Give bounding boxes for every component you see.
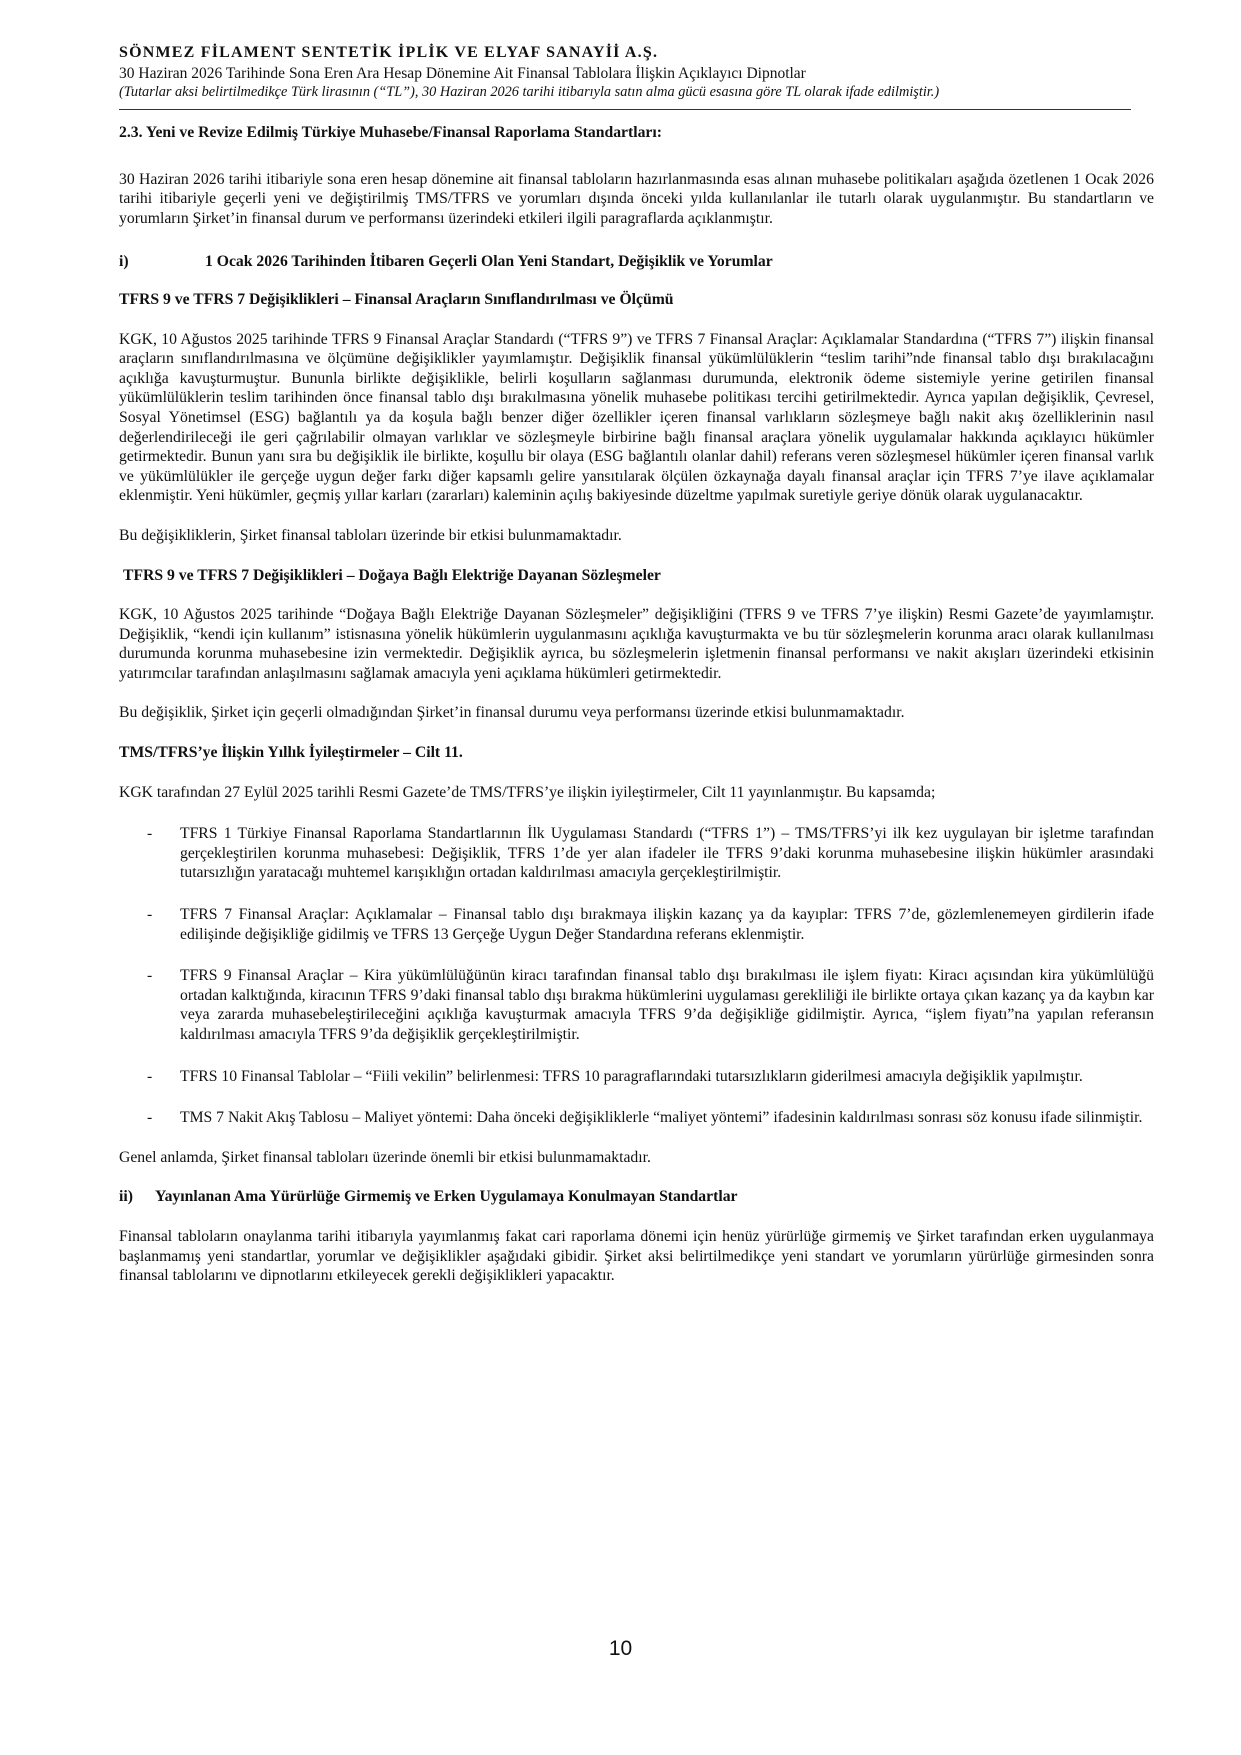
part-ii-body: Finansal tabloların onaylanma tarihi itibarıyla yayımlanmış fakat cari raporlama dönemi için henüz yürürlüğe girmemiş ve Şirket tarafından erken uygulanmaya başlanmamış yeni standartlar, yorumlar ve değişiklikler aşağıdaki gibidir. Şirket aksi belirtilmedikçe yeni standart ve yorumların yürürlüğe girmesinden sonra finansal tablolarını ve dipnotlarını etkileyecek gerekli değişiklikleri yapacaktır. [119,1227,1154,1285]
list-item [119,1108,1154,1128]
part-i-heading [119,252,1154,272]
currency-note: (Tutarlar aksi belirtilmedikçe Türk lirasının (“TL”), 30 Haziran 2026 tarihi itibarıyla satın alma gücü esasına göre TL olarak ifade edilmiştir.) [119,84,940,100]
tfrs9-classification-body: KGK, 10 Ağustos 2025 tarihinde TFRS 9 Finansal Araçlar Standardı (“TFRS 9”) ve TFRS 7 Finansal Araçlar: Açıklamalar Standardına (“TFRS 7”) ilişkin finansal araçların sınıflandırılmasına ve ölçümüne değişiklikler yayımlamıştır. Değişiklik finansal yükümlülüklerin “teslim tarihi”nde finansal tablo dışı bırakılacağını açıklığa kavuşturmuştur. Bununla birlikte değişiklikle, belirli koşulların sağlanması durumunda, elektronik ödeme sistemiyle yerine getirilen finansal yükümlülüklerin teslim tarihinden önce finansal tablo dışı bırakılmasına yönelik muhasebe politikası tercihi getirilmektedir. Ayrıca yapılan değişiklik, Çevresel, Sosyal Yönetimsel (ESG) bağlantılı ya da koşula bağlı benzer diğer özellikler içeren finansal varlıkların sözleşmeye bağlı nakit akış özelliklerinin nasıl değerlendirileceği ile geri çağrılabilir olmayan varlıklar ve sözleşmeyle birbirine bağlı finansal araçlara yönelik uygulamalar hakkında açıklayıcı hükümler getirmektedir. Bunun yanı sıra bu değişiklik ile birlikte, koşullu bir olaya (ESG bağlantılı olanlar dahil) referans veren sözleşmesel hükümler içeren finansal varlık ve yükümlülükler ile gerçeğe uygun değer farkı diğer kapsamlı gelire yansıtılarak ölçülen özkaynağa dayalı finansal araçlar için TFRS 7’ye ilave açıklamalar eklenmiştir. Yeni hükümler, geçmiş yıllar karları (zararları) kaleminin açılış bakiyesinde düzeltme yapılmak suretiyle geriye dönük olarak uygulanacaktır. [119,330,1154,505]
part-ii-number: ii) [119,1188,133,1206]
list-dash: - [147,1109,153,1127]
annual-improvements-intro: KGK tarafından 27 Eylül 2025 tarihli Resmi Gazete’de TMS/TFRS’ye ilişkin iyileştirmeler, Cilt 11 yayınlanmıştır. Bu kapsamda; [119,783,936,801]
tfrs9-electricity-effect: Bu değişiklik, Şirket için geçerli olmadığından Şirket’in finansal durumu veya performansı üzerinde etkisi bulunmamaktadır. [119,704,905,722]
list-item [119,966,1154,1044]
improvements-list [119,824,1154,1128]
page-content [119,38,1154,1286]
tfrs9-electricity-body: KGK, 10 Ağustos 2025 tarihinde “Doğaya Bağlı Elektriğe Dayanan Sözleşmeler” değişikliğini (TFRS 9 ve TFRS 7’ye ilişkin) Resmi Gazete’de yayımlamıştır. Değişiklik, “kendi için kullanım” istisnasına yönelik hükümlerin uygulanmasını açıklığa kavuşturmakta ve bu tür sözleşmelerin korunma aracı olarak kullanılması durumunda korunma muhasebesine izin vermektedir. Değişiklik ayrıca, bu sözleşmelerin işletmenin finansal performansı ve nakit akışları üzerindeki etkisinin yatırımcılar tarafından anlaşılmasını sağlamak amacıyla yeni açıklama hükümleri getirmektedir. [119,606,1154,682]
part-i-number: i) [119,253,129,271]
part-ii-heading [119,1187,1154,1207]
company-name: SÖNMEZ FİLAMENT SENTETİK İPLİK VE ELYAF SANAYİİ A.Ş. [119,44,659,61]
page-number: 10 [608,1637,633,1660]
part-ii-title: Yayınlanan Ama Yürürlüğe Girmemiş ve Erken Uygulamaya Konulmayan Standartlar [155,1188,738,1206]
list-dash: - [147,967,153,985]
list-dash: - [147,825,153,843]
tfrs9-classification-heading: TFRS 9 ve TFRS 7 Değişiklikleri – Finansal Araçların Sınıflandırılması ve Ölçümü [119,290,674,308]
part-i-title: 1 Ocak 2026 Tarihinden İtibaren Geçerli Olan Yeni Standart, Değişiklik ve Yorumlar [205,253,773,271]
list-item-text: TFRS 9 Finansal Araçlar – Kira yükümlülüğünün kiracı tarafından finansal tablo dışı bırakılması ile işlem fiyatı: Kiracı açısından kira yükümlülüğü ortadan kalktığında, kiracının TFRS 9’daki finansal tablo dışı bırakma hükümlerini uygulaması gerekliliği ile birlikte ortaya çıkan kazanç ya da kaybın kar veya zararda muhasebeleştirileceğini açıklığa kavuşturmak amacıyla TFRS 9’da değişikliğe gidilmiştir. Ayrıca, “işlem fiyatı”na yapılan referansın kaldırılması amacıyla TFRS 9’da değişiklik gerçekleştirilmiştir. [180,967,1154,1043]
annual-improvements-heading: TMS/TFRS’ye İlişkin Yıllık İyileştirmeler – Cilt 11. [119,744,463,762]
annual-improvements-effect: Genel anlamda, Şirket finansal tabloları üzerinde önemli bir etkisi bulunmamaktadır. [119,1148,651,1166]
section-heading: 2.3. Yeni ve Revize Edilmiş Türkiye Muhasebe/Finansal Raporlama Standartları: [119,124,662,141]
list-item-text: TFRS 1 Türkiye Finansal Raporlama Standartlarının İlk Uygulaması Standardı (“TFRS 1”) – TMS/TFRS’yi ilk kez uygulayan bir işletme tarafından gerçekleştirilen korunma muhasebesi: Değişiklik, TFRS 1’de yer alan ifadeler ile TFRS 9’daki korunma muhasebesine ilişkin hükümler arasındaki tutarsızlığın yaratacağı muhtemel karışıklığın ortadan kaldırılması amacıyla gerçekleştirilmiştir. [180,825,1154,882]
list-item-text: TFRS 7 Finansal Araçlar: Açıklamalar – Finansal tablo dışı bırakmaya ilişkin kazanç ya da kayıplar: TFRS 7’de, gözlemlenemeyen girdilerin ifade edilişinde değişikliğe gidilmiş ve TFRS 13 Gerçeğe Uygun Değer Standardına referans eklenmiştir. [180,906,1154,943]
list-item [119,824,1154,883]
list-item-text: TMS 7 Nakit Akış Tablosu – Maliyet yöntemi: Daha önceki değişikliklerle “maliyet yöntemi” ifadesinin kaldırılması sonrası söz konusu ifade silinmiştir. [180,1109,1143,1127]
list-item [119,905,1154,944]
list-dash: - [147,906,153,924]
list-item [119,1067,1154,1087]
header-divider [119,109,1131,110]
section-intro: 30 Haziran 2026 tarihi itibariyle sona eren hesap dönemine ait finansal tabloların hazırlanmasında esas alınan muhasebe politikaları aşağıda özetlenen 1 Ocak 2026 tarihi itibariyle geçerli yeni ve değiştirilmiş TMS/TFRS ve yorumları dışında önceki yılda kullanılanlar ile tutarlı olarak uygulanmıştır. Bu standartların ve yorumların Şirket’in finansal durum ve performansı üzerindeki etkileri ilgili paragraflarda açıklanmıştır. [119,170,1154,227]
list-dash: - [147,1067,153,1085]
tfrs9-classification-effect: Bu değişikliklerin, Şirket finansal tabloları üzerinde bir etkisi bulunmamaktadır. [119,526,622,544]
tfrs9-electricity-heading: TFRS 9 ve TFRS 7 Değişiklikleri – Doğaya Bağlı Elektriğe Dayanan Sözleşmeler [123,566,661,584]
report-subtitle: 30 Haziran 2026 Tarihinde Sona Eren Ara Hesap Dönemine Ait Finansal Tablolara İlişkin Açıklayıcı Dipnotlar [119,65,806,82]
list-item-text: TFRS 10 Finansal Tablolar – “Fiili vekilin” belirlenmesi: TFRS 10 paragraflarındaki tutarsızlıkların giderilmesi amacıyla değişiklik yapılmıştır. [180,1067,1083,1085]
